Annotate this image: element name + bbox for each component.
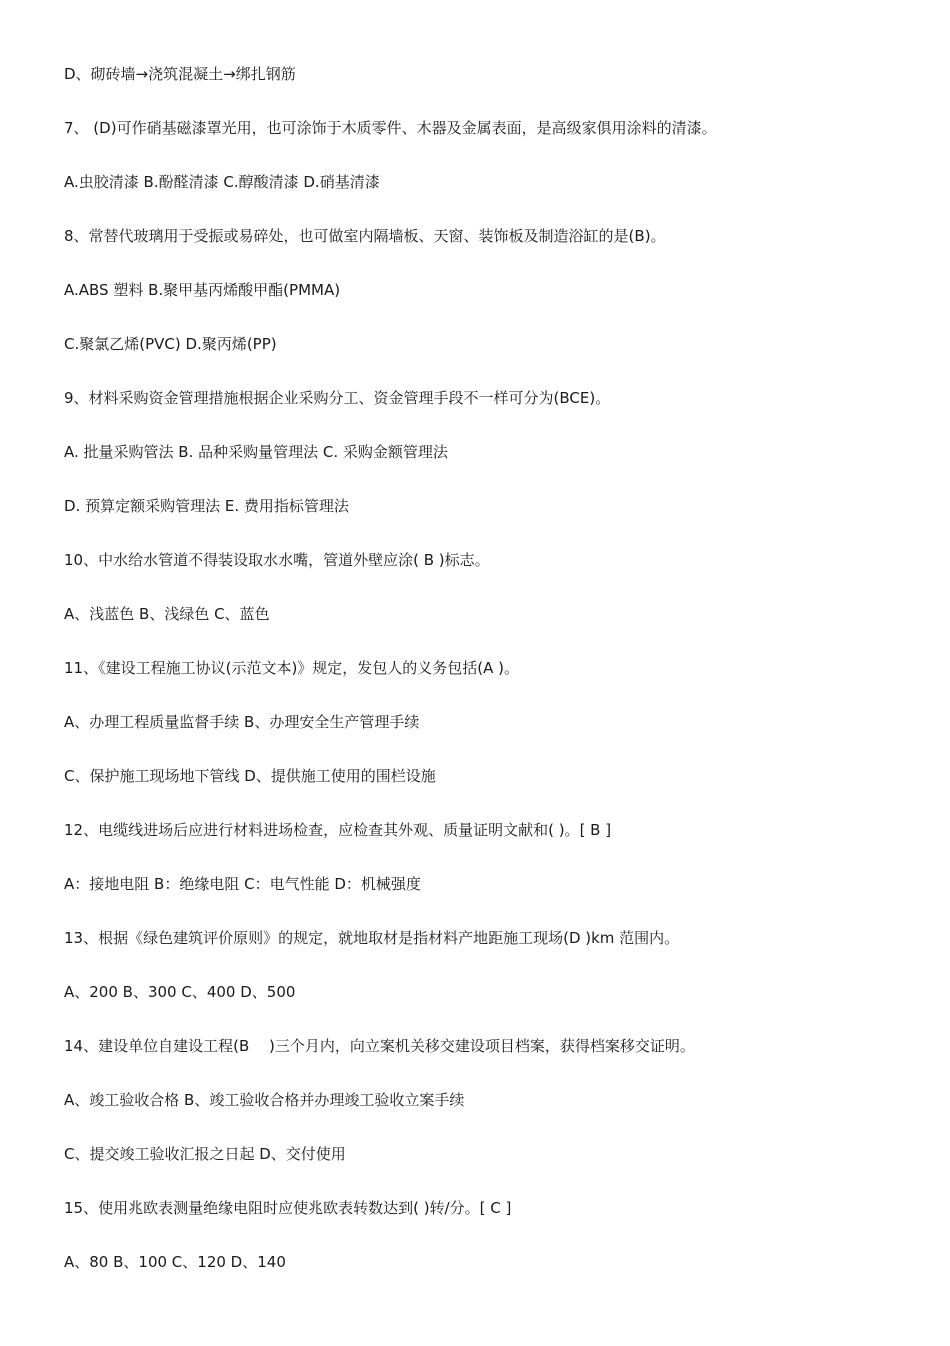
- question-12-options: A：接地电阻 B：绝缘电阻 C：电气性能 D：机械强度: [64, 875, 421, 893]
- question-10-options: A、浅蓝色 B、浅绿色 C、蓝色: [64, 605, 270, 623]
- text-line-d-option: D、砌砖墙→浇筑混凝土→绑扎钢筋: [64, 65, 296, 83]
- question-14-options-cd: C、提交竣工验收汇报之日起 D、交付使用: [64, 1145, 346, 1163]
- question-11-options-cd: C、保护施工现场地下管线 D、提供施工使用的围栏设施: [64, 767, 436, 785]
- question-15-options: A、80 B、100 C、120 D、140: [64, 1253, 286, 1271]
- question-11-options-ab: A、办理工程质量监督手续 B、办理安全生产管理手续: [64, 713, 420, 731]
- question-9-options-abc: A. 批量采购管法 B. 品种采购量管理法 C. 采购金额管理法: [64, 443, 448, 461]
- question-15: 15、使用兆欧表测量绝缘电阻时应使兆欧表转数达到( )转/分。[ C ]: [64, 1199, 512, 1217]
- question-14-options-ab: A、竣工验收合格 B、竣工验收合格并办理竣工验收立案手续: [64, 1091, 465, 1109]
- question-8: 8、常替代玻璃用于受振或易碎处，也可做室内隔墙板、天窗、装饰板及制造浴缸的是(B)。: [64, 227, 666, 245]
- question-7-options: A.虫胶清漆 B.酚醛清漆 C.醇酸清漆 D.硝基清漆: [64, 173, 380, 191]
- question-13-options: A、200 B、300 C、400 D、500: [64, 983, 296, 1001]
- question-14: 14、建设单位自建设工程(B )三个月内，向立案机关移交建设项目档案，获得档案移交证明。: [64, 1037, 695, 1055]
- question-12: 12、电缆线进场后应进行材料进场检查，应检查其外观、质量证明文献和( )。[ B ]: [64, 821, 612, 839]
- question-10: 10、中水给水管道不得装设取水水嘴，管道外壁应涂( B )标志。: [64, 551, 490, 569]
- question-9: 9、材料采购资金管理措施根据企业采购分工、资金管理手段不一样可分为(BCE)。: [64, 389, 611, 407]
- question-7: 7、 (D)可作硝基磁漆罩光用，也可涂饰于木质零件、木器及金属表面，是高级家俱用涂料的清漆。: [64, 119, 717, 137]
- question-8-options-ab: A.ABS 塑料 B.聚甲基丙烯酸甲酯(PMMA): [64, 281, 341, 299]
- question-13: 13、根据《绿色建筑评价原则》的规定，就地取材是指材料产地距施工现场(D )km 范围内。: [64, 929, 680, 947]
- question-11: 11、《建设工程施工协议(示范文本)》规定，发包人的义务包括(A )。: [64, 659, 520, 677]
- question-9-options-de: D. 预算定额采购管理法 E. 费用指标管理法: [64, 497, 349, 515]
- question-8-options-cd: C.聚氯乙烯(PVC) D.聚丙烯(PP): [64, 335, 277, 353]
